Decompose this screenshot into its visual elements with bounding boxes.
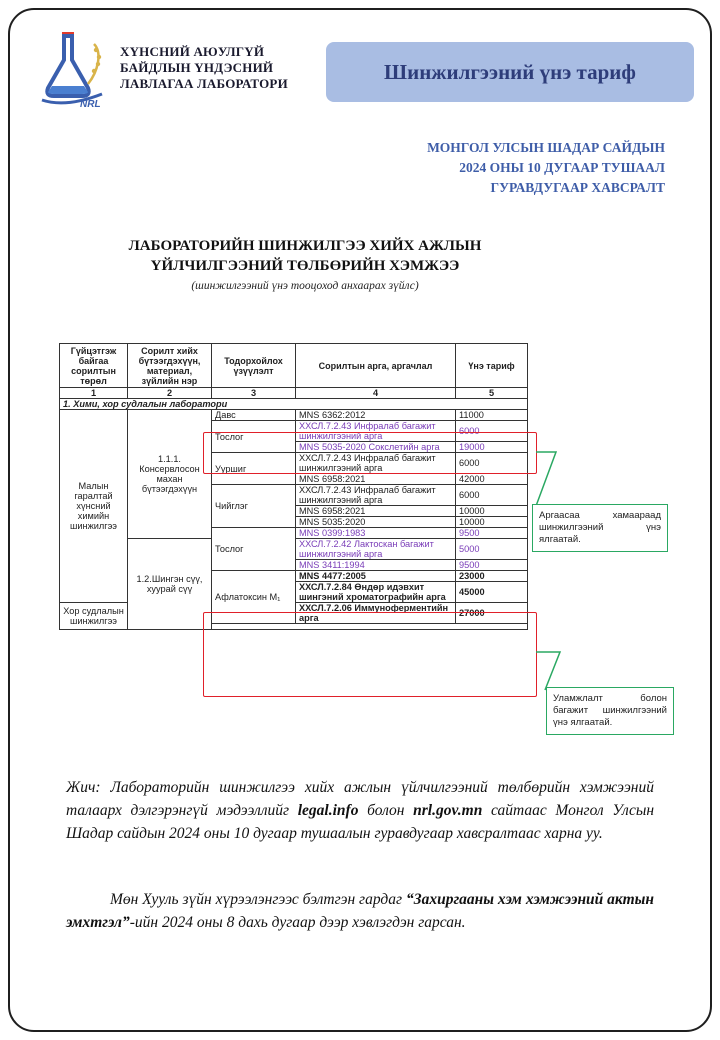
publication-title: “Захиргааны хэм хэмжээний актын эмхтгэл” bbox=[66, 891, 655, 931]
highlight-box-fat-methods bbox=[203, 432, 537, 474]
org-line-2: БАЙДЛЫН ҮНДЭСНИЙ bbox=[120, 60, 274, 75]
header-cell: Тодорхойлох үзүүлэлт bbox=[212, 344, 296, 388]
logo-text: NRL bbox=[80, 99, 101, 110]
header-cell: Үнэ тариф bbox=[456, 344, 528, 388]
product-cell: 1.1.1. Консервлосон махан бүтээгдэхүүн bbox=[128, 410, 212, 539]
note-text: Мөн Хууль зүйн хүрээлэнгээс бэлтгэн гардаг bbox=[110, 891, 406, 908]
column-number: 4 bbox=[296, 388, 456, 399]
section-title: 1. Хими, хор судлалын лаборатори bbox=[60, 399, 528, 410]
price-cell: 5000 bbox=[456, 539, 528, 560]
legal-info-link[interactable]: legal.info bbox=[297, 802, 359, 819]
decree-line-1: МОНГОЛ УЛСЫН ШАДАР САЙДЫН bbox=[427, 140, 665, 155]
decree-reference bbox=[427, 138, 665, 198]
method-cell: MNS 5035:2020 bbox=[296, 517, 456, 528]
method-cell: MNS 6362:2012 bbox=[296, 410, 456, 421]
tariff-table bbox=[59, 343, 528, 630]
method-cell: MNS 3411:1994 bbox=[296, 560, 456, 571]
method-cell: MNS 5035-2020 Сокслетийн арга bbox=[296, 442, 456, 453]
callout-method-price-note: Аргаасаа хамаараад шинжилгээний үнэ ялгаатай. bbox=[532, 504, 668, 552]
method-cell: ХХСЛ.7.2.43 Инфралаб багажит шинжилгээний арга bbox=[296, 421, 456, 442]
price-cell: 23000 bbox=[456, 571, 528, 582]
callout-instrumental-price-note: Уламжлалт болон багажит шинжилгээний үнэ ялгаатай. bbox=[546, 687, 674, 735]
note-text: сайтаас Монгол Улсын Шадар сайдын 2024 оны 10 дугаар тушаалын гуравдугаар хавсралтаас харна уу. bbox=[66, 802, 655, 842]
decree-line-3: ГУРАВДУГААР ХАВСРАЛТ bbox=[490, 180, 665, 195]
price-cell: 9500 bbox=[456, 560, 528, 571]
note-text: -ийн 2024 оны 8 дахь дугаар дээр хэвлэгдэн гарсан. bbox=[129, 914, 466, 931]
method-cell: ХХСЛ.7.2.42 Лактоскан багажит шинжилгээний арга bbox=[296, 539, 456, 560]
price-cell: 42000 bbox=[456, 474, 528, 485]
document-heading bbox=[60, 236, 550, 276]
note-paragraph-1 bbox=[66, 776, 654, 845]
indicator-cell: Ууршиг bbox=[212, 453, 296, 485]
indicator-cell: Афлатоксин М₁ bbox=[212, 571, 296, 624]
org-line-1: ХҮНСНИЙ АЮУЛГҮЙ bbox=[120, 44, 265, 59]
indicator-cell: Чийглэг bbox=[212, 485, 296, 528]
method-cell: MNS 6958:2021 bbox=[296, 506, 456, 517]
page-title: Шинжилгээний үнэ тариф bbox=[384, 59, 636, 84]
indicator-cell: Давс bbox=[212, 410, 296, 421]
header-cell: Гүйцэтгэж байгаа сорилтын төрөл bbox=[60, 344, 128, 388]
method-cell: ХХСЛ.7.2.43 Инфралаб багажит шинжилгээний арга bbox=[296, 453, 456, 474]
price-cell: 45000 bbox=[456, 582, 528, 603]
note-paragraph-2 bbox=[66, 888, 654, 934]
indicator-cell: Тослог bbox=[212, 421, 296, 453]
group-cell: Малын гаралтай хүнсний химийн шинжилгээ bbox=[60, 410, 128, 603]
header-cell: Сорилт хийх бүтээгдэхүүн, материал, зүйлийн нэр bbox=[128, 344, 212, 388]
method-cell: ХХСЛ.7.2.06 Иммуноферментийн арга bbox=[296, 603, 456, 624]
nrl-gov-link[interactable]: nrl.gov.mn bbox=[413, 802, 483, 819]
indicator-cell: Тослог bbox=[212, 528, 296, 571]
price-cell: 6000 bbox=[456, 485, 528, 506]
column-number: 5 bbox=[456, 388, 528, 399]
method-cell: MNS 0399:1983 bbox=[296, 528, 456, 539]
price-cell: 6000 bbox=[456, 453, 528, 474]
product-cell: 1.2.Шингэн сүү, хуурай сүү bbox=[128, 539, 212, 630]
decree-line-2: 2024 ОНЫ 10 ДУГААР ТУШААЛ bbox=[459, 160, 665, 175]
organization-name bbox=[120, 44, 288, 92]
price-cell: 10000 bbox=[456, 517, 528, 528]
heading-line-2: ҮЙЛЧИЛГЭЭНИЙ ТӨЛБӨРИЙН ХЭМЖЭЭ bbox=[150, 258, 460, 274]
price-cell: 19000 bbox=[456, 442, 528, 453]
org-line-3: ЛАВЛАГАА ЛАБОРАТОРИ bbox=[120, 76, 288, 91]
column-number: 2 bbox=[128, 388, 212, 399]
column-number-row bbox=[60, 388, 528, 399]
title-banner bbox=[326, 42, 694, 102]
method-cell: ХХСЛ.7.2.84 Өндөр идэвхит шингэний хроматографийн арга bbox=[296, 582, 456, 603]
nrl-logo bbox=[36, 30, 114, 110]
note-text: Жич: Лабораторийн шинжилгээ хийх ажлын үйлчилгээний төлбөрийн хэмжээний талаарх дэлгэрэнгүй мэдээллийг bbox=[66, 779, 654, 819]
price-cell: 10000 bbox=[456, 506, 528, 517]
method-cell: MNS 4477:2005 bbox=[296, 571, 456, 582]
heading-line-1: ЛАБОРАТОРИЙН ШИНЖИЛГЭЭ ХИЙХ АЖЛЫН bbox=[128, 238, 482, 254]
table-row bbox=[60, 410, 528, 421]
price-cell: 27000 bbox=[456, 603, 528, 624]
price-cell: 11000 bbox=[456, 410, 528, 421]
table-header-row bbox=[60, 344, 528, 388]
price-cell: 6000 bbox=[456, 421, 528, 442]
document-subheading: (шинжилгээний үнэ тооцоход анхаарах зүйлс) bbox=[191, 280, 419, 292]
column-number: 1 bbox=[60, 388, 128, 399]
header-cell: Сорилтын арга, аргачлал bbox=[296, 344, 456, 388]
method-cell: MNS 6958:2021 bbox=[296, 474, 456, 485]
highlight-box-aflatoxin-methods bbox=[203, 612, 537, 697]
method-cell: ХХСЛ.7.2.43 Инфралаб багажит шинжилгээний арга bbox=[296, 485, 456, 506]
note-text: болон bbox=[358, 802, 414, 819]
group-cell: Хор судлалын шинжилгээ bbox=[60, 603, 128, 630]
section-row bbox=[60, 399, 528, 410]
price-cell: 9500 bbox=[456, 528, 528, 539]
column-number: 3 bbox=[212, 388, 296, 399]
